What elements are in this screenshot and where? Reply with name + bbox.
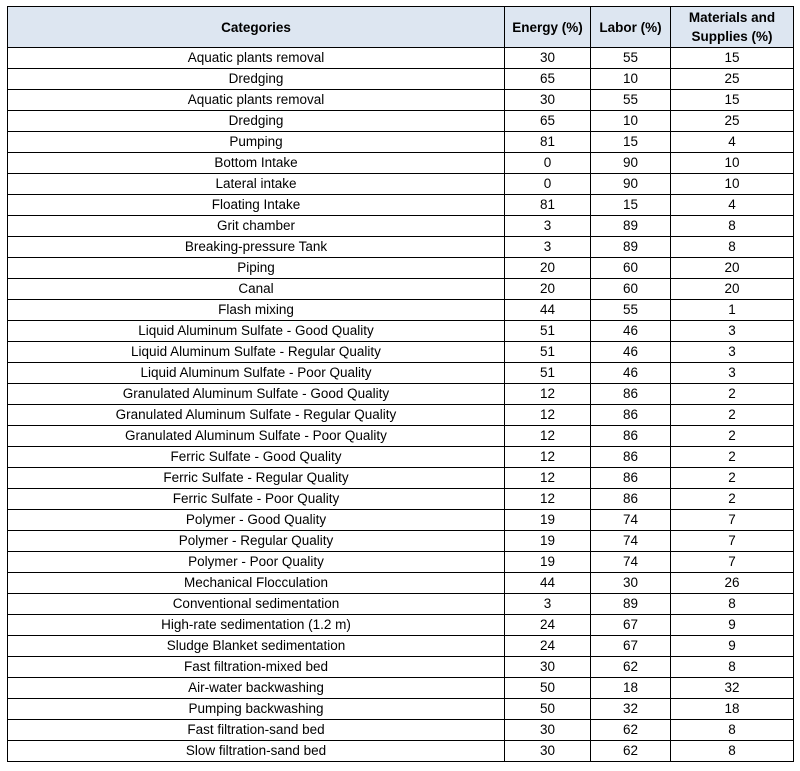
table-row — [8, 363, 794, 384]
table-row — [8, 552, 794, 573]
cell-energy: 81 — [505, 132, 591, 153]
cell-labor: 55 — [591, 90, 671, 111]
cell-energy: 30 — [505, 90, 591, 111]
cell-energy: 19 — [505, 552, 591, 573]
cell-materials: 7 — [671, 552, 794, 573]
cell-labor: 15 — [591, 195, 671, 216]
cell-labor: 86 — [591, 489, 671, 510]
cell-labor: 74 — [591, 552, 671, 573]
table-row — [8, 237, 794, 258]
header-labor: Labor (%) — [591, 7, 671, 48]
cell-energy: 12 — [505, 468, 591, 489]
cell-category: Mechanical Flocculation — [8, 573, 505, 594]
table-row — [8, 48, 794, 69]
cell-energy: 44 — [505, 573, 591, 594]
cell-category: High-rate sedimentation (1.2 m) — [8, 615, 505, 636]
table-row — [8, 426, 794, 447]
cell-energy: 19 — [505, 510, 591, 531]
table-row — [8, 594, 794, 615]
cell-category: Dredging — [8, 111, 505, 132]
cell-energy: 30 — [505, 657, 591, 678]
cell-category: Slow filtration-sand bed — [8, 741, 505, 762]
cell-materials: 8 — [671, 720, 794, 741]
table-row — [8, 279, 794, 300]
cell-category: Floating Intake — [8, 195, 505, 216]
cell-category: Granulated Aluminum Sulfate - Regular Quality — [8, 405, 505, 426]
table-row — [8, 174, 794, 195]
cell-energy: 24 — [505, 636, 591, 657]
cell-materials: 26 — [671, 573, 794, 594]
table-row — [8, 405, 794, 426]
cell-energy: 12 — [505, 447, 591, 468]
table-row — [8, 321, 794, 342]
cell-category: Polymer - Good Quality — [8, 510, 505, 531]
cell-labor: 90 — [591, 174, 671, 195]
cell-labor: 15 — [591, 132, 671, 153]
cell-labor: 86 — [591, 405, 671, 426]
cell-materials: 3 — [671, 321, 794, 342]
cell-labor: 86 — [591, 384, 671, 405]
cell-energy: 3 — [505, 594, 591, 615]
cell-energy: 30 — [505, 741, 591, 762]
cell-energy: 65 — [505, 69, 591, 90]
cell-energy: 30 — [505, 48, 591, 69]
cell-labor: 46 — [591, 321, 671, 342]
cell-labor: 62 — [591, 720, 671, 741]
cell-labor: 32 — [591, 699, 671, 720]
table-row — [8, 531, 794, 552]
table-row — [8, 468, 794, 489]
table-row — [8, 741, 794, 762]
cell-materials: 15 — [671, 90, 794, 111]
cell-materials: 4 — [671, 195, 794, 216]
table-row — [8, 153, 794, 174]
cell-materials: 7 — [671, 531, 794, 552]
cell-energy: 3 — [505, 237, 591, 258]
cell-category: Ferric Sulfate - Poor Quality — [8, 489, 505, 510]
header-row — [8, 7, 794, 48]
header-materials-supplies: Materials and Supplies (%) — [671, 7, 794, 48]
cell-materials: 10 — [671, 174, 794, 195]
cell-category: Liquid Aluminum Sulfate - Good Quality — [8, 321, 505, 342]
table-row — [8, 615, 794, 636]
cell-energy: 81 — [505, 195, 591, 216]
cell-category: Piping — [8, 258, 505, 279]
table-row — [8, 636, 794, 657]
cell-labor: 46 — [591, 342, 671, 363]
cell-materials: 2 — [671, 447, 794, 468]
cell-category: Granulated Aluminum Sulfate - Good Quality — [8, 384, 505, 405]
cell-materials: 8 — [671, 741, 794, 762]
cell-energy: 50 — [505, 699, 591, 720]
cell-category: Fast filtration-mixed bed — [8, 657, 505, 678]
cell-labor: 86 — [591, 447, 671, 468]
cell-labor: 86 — [591, 426, 671, 447]
cell-labor: 10 — [591, 69, 671, 90]
table-row — [8, 195, 794, 216]
cell-materials: 3 — [671, 363, 794, 384]
cell-energy: 51 — [505, 363, 591, 384]
cell-labor: 62 — [591, 741, 671, 762]
cell-energy: 12 — [505, 489, 591, 510]
cell-category: Aquatic plants removal — [8, 48, 505, 69]
cell-materials: 25 — [671, 111, 794, 132]
table-row — [8, 111, 794, 132]
cell-category: Fast filtration-sand bed — [8, 720, 505, 741]
cell-category: Liquid Aluminum Sulfate - Poor Quality — [8, 363, 505, 384]
cell-energy: 12 — [505, 405, 591, 426]
cell-labor: 89 — [591, 216, 671, 237]
table-row — [8, 69, 794, 90]
cost-distribution-table — [7, 6, 794, 762]
cell-labor: 67 — [591, 615, 671, 636]
cell-category: Pumping — [8, 132, 505, 153]
cell-category: Liquid Aluminum Sulfate - Regular Quality — [8, 342, 505, 363]
cell-energy: 20 — [505, 258, 591, 279]
cell-energy: 51 — [505, 321, 591, 342]
cell-materials: 9 — [671, 615, 794, 636]
cell-energy: 24 — [505, 615, 591, 636]
cell-category: Ferric Sulfate - Regular Quality — [8, 468, 505, 489]
cell-labor: 86 — [591, 468, 671, 489]
cell-category: Flash mixing — [8, 300, 505, 321]
cell-labor: 60 — [591, 279, 671, 300]
cell-energy: 12 — [505, 426, 591, 447]
cell-category: Ferric Sulfate - Good Quality — [8, 447, 505, 468]
cell-category: Polymer - Regular Quality — [8, 531, 505, 552]
cell-materials: 2 — [671, 426, 794, 447]
cell-category: Canal — [8, 279, 505, 300]
table-row — [8, 216, 794, 237]
cell-energy: 3 — [505, 216, 591, 237]
cell-category: Air-water backwashing — [8, 678, 505, 699]
cell-materials: 2 — [671, 489, 794, 510]
table-row — [8, 90, 794, 111]
cell-labor: 89 — [591, 237, 671, 258]
cell-materials: 8 — [671, 594, 794, 615]
cell-materials: 18 — [671, 699, 794, 720]
cell-materials: 3 — [671, 342, 794, 363]
cell-labor: 90 — [591, 153, 671, 174]
table-row — [8, 573, 794, 594]
cell-materials: 10 — [671, 153, 794, 174]
cell-labor: 67 — [591, 636, 671, 657]
cell-category: Grit chamber — [8, 216, 505, 237]
cell-materials: 15 — [671, 48, 794, 69]
table-row — [8, 447, 794, 468]
cell-materials: 8 — [671, 216, 794, 237]
cell-materials: 20 — [671, 258, 794, 279]
cell-materials: 25 — [671, 69, 794, 90]
cell-labor: 18 — [591, 678, 671, 699]
table-row — [8, 132, 794, 153]
cell-materials: 2 — [671, 468, 794, 489]
cell-category: Polymer - Poor Quality — [8, 552, 505, 573]
cell-materials: 9 — [671, 636, 794, 657]
cell-materials: 2 — [671, 384, 794, 405]
cell-energy: 50 — [505, 678, 591, 699]
cell-labor: 30 — [591, 573, 671, 594]
cell-materials: 8 — [671, 237, 794, 258]
table-row — [8, 657, 794, 678]
table-row — [8, 489, 794, 510]
cell-materials: 8 — [671, 657, 794, 678]
cell-materials: 32 — [671, 678, 794, 699]
cell-labor: 74 — [591, 510, 671, 531]
header-categories: Categories — [8, 7, 505, 48]
cell-energy: 0 — [505, 153, 591, 174]
table-row — [8, 342, 794, 363]
cell-labor: 74 — [591, 531, 671, 552]
cell-category: Breaking-pressure Tank — [8, 237, 505, 258]
cell-energy: 30 — [505, 720, 591, 741]
table-row — [8, 300, 794, 321]
cell-category: Pumping backwashing — [8, 699, 505, 720]
table-row — [8, 510, 794, 531]
cell-materials: 2 — [671, 405, 794, 426]
table-row — [8, 384, 794, 405]
cell-energy: 51 — [505, 342, 591, 363]
cell-energy: 12 — [505, 384, 591, 405]
table-container — [7, 6, 794, 762]
table-body — [8, 48, 794, 762]
cell-energy: 0 — [505, 174, 591, 195]
table-row — [8, 699, 794, 720]
cell-materials: 1 — [671, 300, 794, 321]
cell-category: Conventional sedimentation — [8, 594, 505, 615]
header-energy: Energy (%) — [505, 7, 591, 48]
cell-energy: 65 — [505, 111, 591, 132]
cell-category: Lateral intake — [8, 174, 505, 195]
table-row — [8, 678, 794, 699]
cell-materials: 20 — [671, 279, 794, 300]
cell-energy: 20 — [505, 279, 591, 300]
cell-category: Bottom Intake — [8, 153, 505, 174]
cell-category: Granulated Aluminum Sulfate - Poor Quality — [8, 426, 505, 447]
cell-energy: 19 — [505, 531, 591, 552]
table-header — [8, 7, 794, 48]
cell-labor: 10 — [591, 111, 671, 132]
cell-materials: 4 — [671, 132, 794, 153]
cell-category: Aquatic plants removal — [8, 90, 505, 111]
cell-labor: 62 — [591, 657, 671, 678]
table-row — [8, 720, 794, 741]
cell-category: Dredging — [8, 69, 505, 90]
cell-labor: 46 — [591, 363, 671, 384]
cell-energy: 44 — [505, 300, 591, 321]
cell-category: Sludge Blanket sedimentation — [8, 636, 505, 657]
cell-materials: 7 — [671, 510, 794, 531]
cell-labor: 55 — [591, 48, 671, 69]
table-row — [8, 258, 794, 279]
cell-labor: 89 — [591, 594, 671, 615]
cell-labor: 60 — [591, 258, 671, 279]
cell-labor: 55 — [591, 300, 671, 321]
